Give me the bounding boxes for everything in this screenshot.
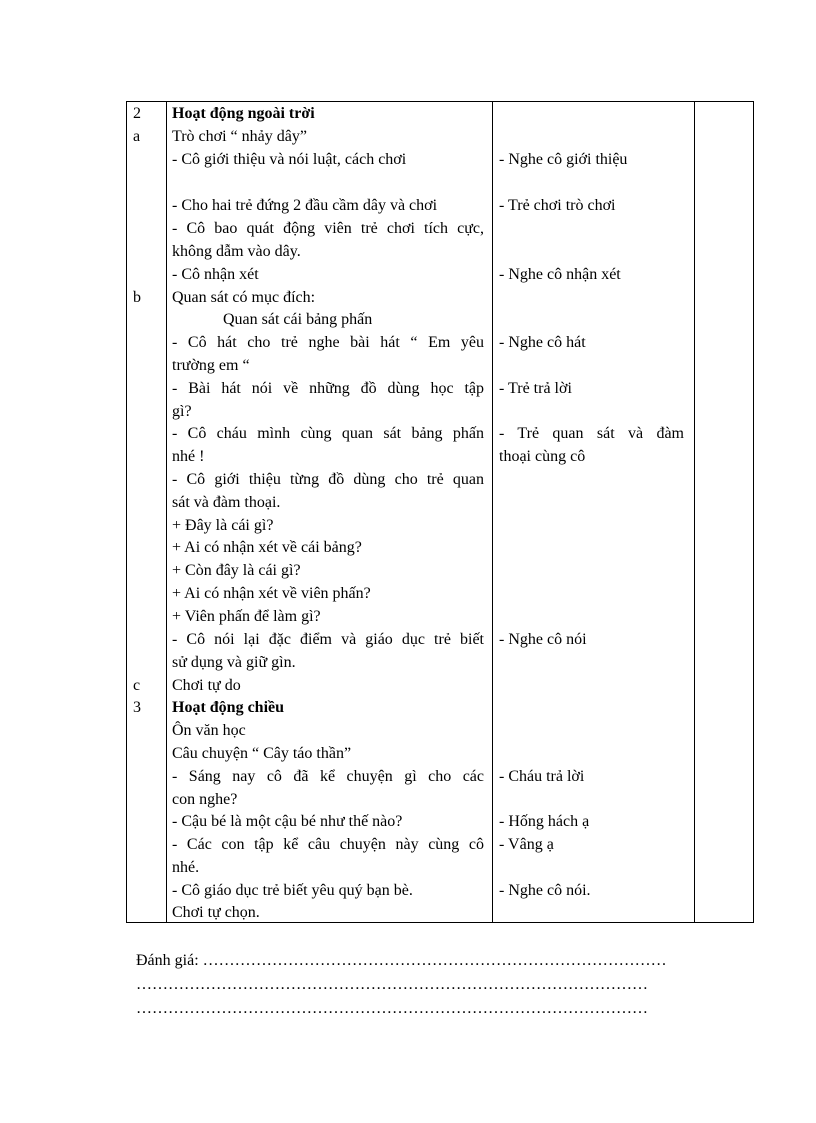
activity-question: + Ai có nhận xét về cái bảng? — [172, 539, 362, 556]
evaluation-line: …………………………………………………………………………………… — [136, 1000, 648, 1017]
activity-line: trường em “ — [172, 357, 250, 374]
activity-line: - Cô cháu mình cùng quan sát bảng phấn — [172, 425, 484, 442]
activity-line: Trò chơi “ nhảy dây” — [172, 128, 307, 145]
evaluation-line: Đánh giá: …………………………………………………………………………… — [136, 952, 667, 969]
section-number: c — [133, 677, 141, 694]
activity-line: Chơi tự do — [172, 677, 241, 694]
activity-line: - Cô nhận xét — [172, 266, 259, 283]
activity-line: - Cô hát cho trẻ nghe bài hát “ Em yêu — [172, 334, 484, 351]
activity-line: gì? — [172, 403, 192, 420]
activity-line: nhé ! — [172, 448, 205, 465]
child-activity-column — [493, 102, 695, 923]
activity-line: nhé. — [172, 859, 200, 876]
child-action: - Trẻ quan sát và đàm — [499, 425, 684, 442]
child-action: - Nghe cô nhận xét — [499, 266, 621, 283]
activity-line: - Cô giới thiệu và nói luật, cách chơi — [172, 151, 407, 168]
activity-question: + Viên phấn để làm gì? — [172, 608, 321, 625]
activity-line: Ôn văn học — [172, 722, 246, 739]
activity-question: + Đây là cái gì? — [172, 517, 274, 534]
notes-column — [695, 102, 754, 923]
section-number: b — [133, 289, 141, 306]
activity-line: sử dụng và giữ gìn. — [172, 654, 296, 671]
section-number: a — [133, 128, 141, 145]
activity-line: - Cậu bé là một cậu bé như thế nào? — [172, 813, 403, 830]
activity-line: - Các con tập kể câu chuyện này cùng cô — [172, 836, 484, 853]
child-action: - Nghe cô hát — [499, 334, 586, 351]
activity-question: + Còn đây là cái gì? — [172, 562, 301, 579]
activity-line: - Cô giáo dục trẻ biết yêu quý bạn bè. — [172, 882, 413, 899]
activity-line: Chơi tự chọn. — [172, 904, 260, 921]
activity-question: + Ai có nhận xét về viên phấn? — [172, 585, 371, 602]
activity-line: - Sáng nay cô đã kể chuyện gì cho các — [172, 768, 484, 785]
child-action: - Vâng ạ — [499, 836, 554, 853]
evaluation-section — [136, 950, 667, 1022]
section-number: 3 — [133, 699, 141, 716]
activity-heading: Hoạt động ngoài trời — [172, 105, 315, 122]
number-column — [127, 102, 167, 923]
activity-line: - Cô nói lại đặc điểm và giáo dục trẻ biết — [172, 631, 484, 648]
section-number: 2 — [133, 105, 141, 122]
child-action: - Trẻ chơi trò chơi — [499, 197, 616, 214]
activity-line: Quan sát có mục đích: — [172, 289, 316, 306]
activity-line: không dẫm vào dây. — [172, 243, 301, 260]
activity-line: sát và đàm thoại. — [172, 494, 281, 511]
child-action: - Nghe cô nói — [499, 631, 587, 648]
child-action: - Nghe cô nói. — [499, 882, 591, 899]
child-action: - Hống hách ạ — [499, 813, 590, 830]
activity-heading: Hoạt động chiều — [172, 699, 285, 716]
activity-line: Câu chuyện “ Cây táo thần” — [172, 745, 352, 762]
activity-line: - Cô bao quát động viên trẻ chơi tích cực, — [172, 220, 484, 237]
teacher-activity-column — [167, 102, 493, 923]
lesson-plan-table — [126, 101, 754, 923]
activity-line: con nghe? — [172, 791, 238, 808]
child-action: - Trẻ trả lời — [499, 380, 572, 397]
evaluation-line: …………………………………………………………………………………… — [136, 976, 648, 993]
activity-subheading: Quan sát cái bảng phấn — [223, 311, 373, 328]
activity-line: - Cho hai trẻ đứng 2 đầu cầm dây và chơi — [172, 197, 438, 214]
activity-line: - Cô giới thiệu từng đồ dùng cho trẻ quan — [172, 471, 484, 488]
activity-line: - Bài hát nói về những đồ dùng học tập — [172, 380, 484, 397]
child-action: - Nghe cô giới thiệu — [499, 151, 628, 168]
child-action: thoại cùng cô — [499, 448, 586, 465]
child-action: - Cháu trả lời — [499, 768, 585, 785]
